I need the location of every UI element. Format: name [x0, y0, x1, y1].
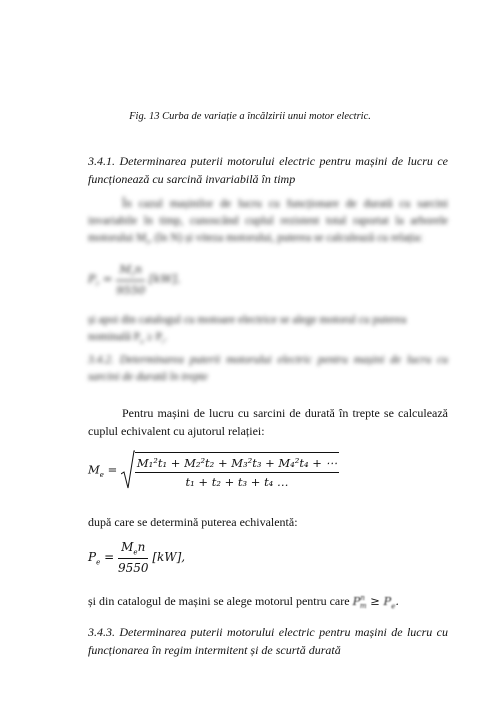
para3-formula-p: P [352, 593, 361, 608]
section-341-power-formula [88, 262, 180, 297]
section-342-heading-line2: sarcini de durată în trepte [88, 371, 208, 383]
section-341-paragraph-1 [88, 196, 448, 251]
me-fraction [135, 452, 339, 489]
section-342-heading [88, 352, 448, 386]
section-342-paragraph-1: Pentru mașini de lucru cu sarcini de durată în trepte se calculează cuplul echivalent cu ajutorul relației: [88, 406, 448, 438]
me-numerator: M₁²t₁ + M₂²t₂ + M₃²t₃ + M₄²t₄ + ⋯ [135, 456, 339, 473]
me-denominator: t₁ + t₂ + t₃ + t₄ … [185, 475, 289, 489]
formula-fraction [116, 262, 145, 297]
pe-lhs-sub: e [96, 558, 101, 567]
section-341-para1-text: În cazul mașinilor de lucru cu funcționare de durată cu sarcini invariabile în timp, cunoscând cuplul rezistent total raportat la arborele motorului M [88, 198, 448, 244]
pe-lhs: P [88, 550, 97, 565]
section-341-para2-sub: n [140, 337, 144, 346]
section-342-para3-text: și din catalogul de mașini se alege motorul pentru care [88, 593, 350, 608]
section-343-heading-line1: 3.4.3. Determinarea puterii motorului electric pentru mașini de lucru cu [88, 625, 448, 639]
pe-num: M [121, 540, 134, 554]
section-341-paragraph-2 [88, 312, 448, 350]
section-341-para2-tail: ≥ P [146, 331, 163, 343]
pe-den: 9550 [117, 561, 149, 576]
me-lhs-sub: e [99, 470, 104, 479]
para3-relation: ≥ [370, 593, 380, 608]
section-342-para3-formula [352, 593, 400, 611]
section-341-para1-sub: r [146, 238, 149, 247]
section-341-para1-tail: , (în N) și viteza motorului, puterea se calculează cu relația: [148, 232, 423, 244]
formula-equals: = [102, 271, 117, 286]
section-341-para2-end: . [164, 331, 168, 343]
pe-num-tail: n [137, 540, 146, 554]
pe-fraction [118, 540, 149, 575]
section-341-para2-tail-sub: r [162, 337, 165, 346]
section-341-heading-line1: 3.4.1. Determinarea puterii motorului electric pentru mașini de lucru ce [88, 154, 448, 168]
section-342-heading-line1: 3.4.2. Determinarea puterii motorului electric pentru mașini de lucru cu [88, 354, 448, 366]
sqrt-radical [121, 452, 339, 489]
sqrt-icon [121, 450, 135, 490]
formula-num-tail: n [134, 262, 142, 276]
para3-formula-sub: m [359, 602, 367, 611]
section-341-heading [88, 152, 448, 188]
para3-rhs-sub: e [391, 602, 396, 611]
me-equals: = [107, 462, 121, 477]
para3-end: . [395, 593, 400, 608]
section-342-paragraph-2: după care se determină puterea echivalentă: [88, 515, 298, 529]
pe-num-sub: e [133, 548, 138, 557]
formula-num-sub: r [131, 270, 135, 279]
formula-num: M [119, 262, 132, 276]
formula-unit: [kW], [149, 271, 181, 286]
pe-unit: [kW], [152, 550, 186, 565]
me-lhs: M [88, 462, 100, 477]
section-343-heading [88, 623, 448, 659]
section-343-heading-line2: funcționarea în regim intermitent și de scurtă durată [88, 643, 341, 657]
formula-lhs: P [88, 271, 96, 286]
para3-rhs: P [383, 593, 392, 608]
equivalent-power-formula [88, 540, 185, 575]
section-342-paragraph-3 [88, 589, 448, 615]
section-341-heading-line2: funcționează cu sarcină invariabilă în timp [88, 172, 296, 186]
formula-lhs-sub: r [95, 279, 100, 288]
formula-den: 9550 [116, 283, 146, 298]
section-341-para2-text: și apoi din catalogul cu motoare electrice se alege motorul cu puterea nominală P [88, 314, 407, 343]
pe-equals: = [104, 550, 118, 565]
equivalent-torque-formula [88, 452, 468, 489]
para3-formula-sup: n [360, 594, 365, 602]
figure-caption: Fig. 13 Curba de variație a încălzirii unui motor electric. [129, 111, 371, 122]
